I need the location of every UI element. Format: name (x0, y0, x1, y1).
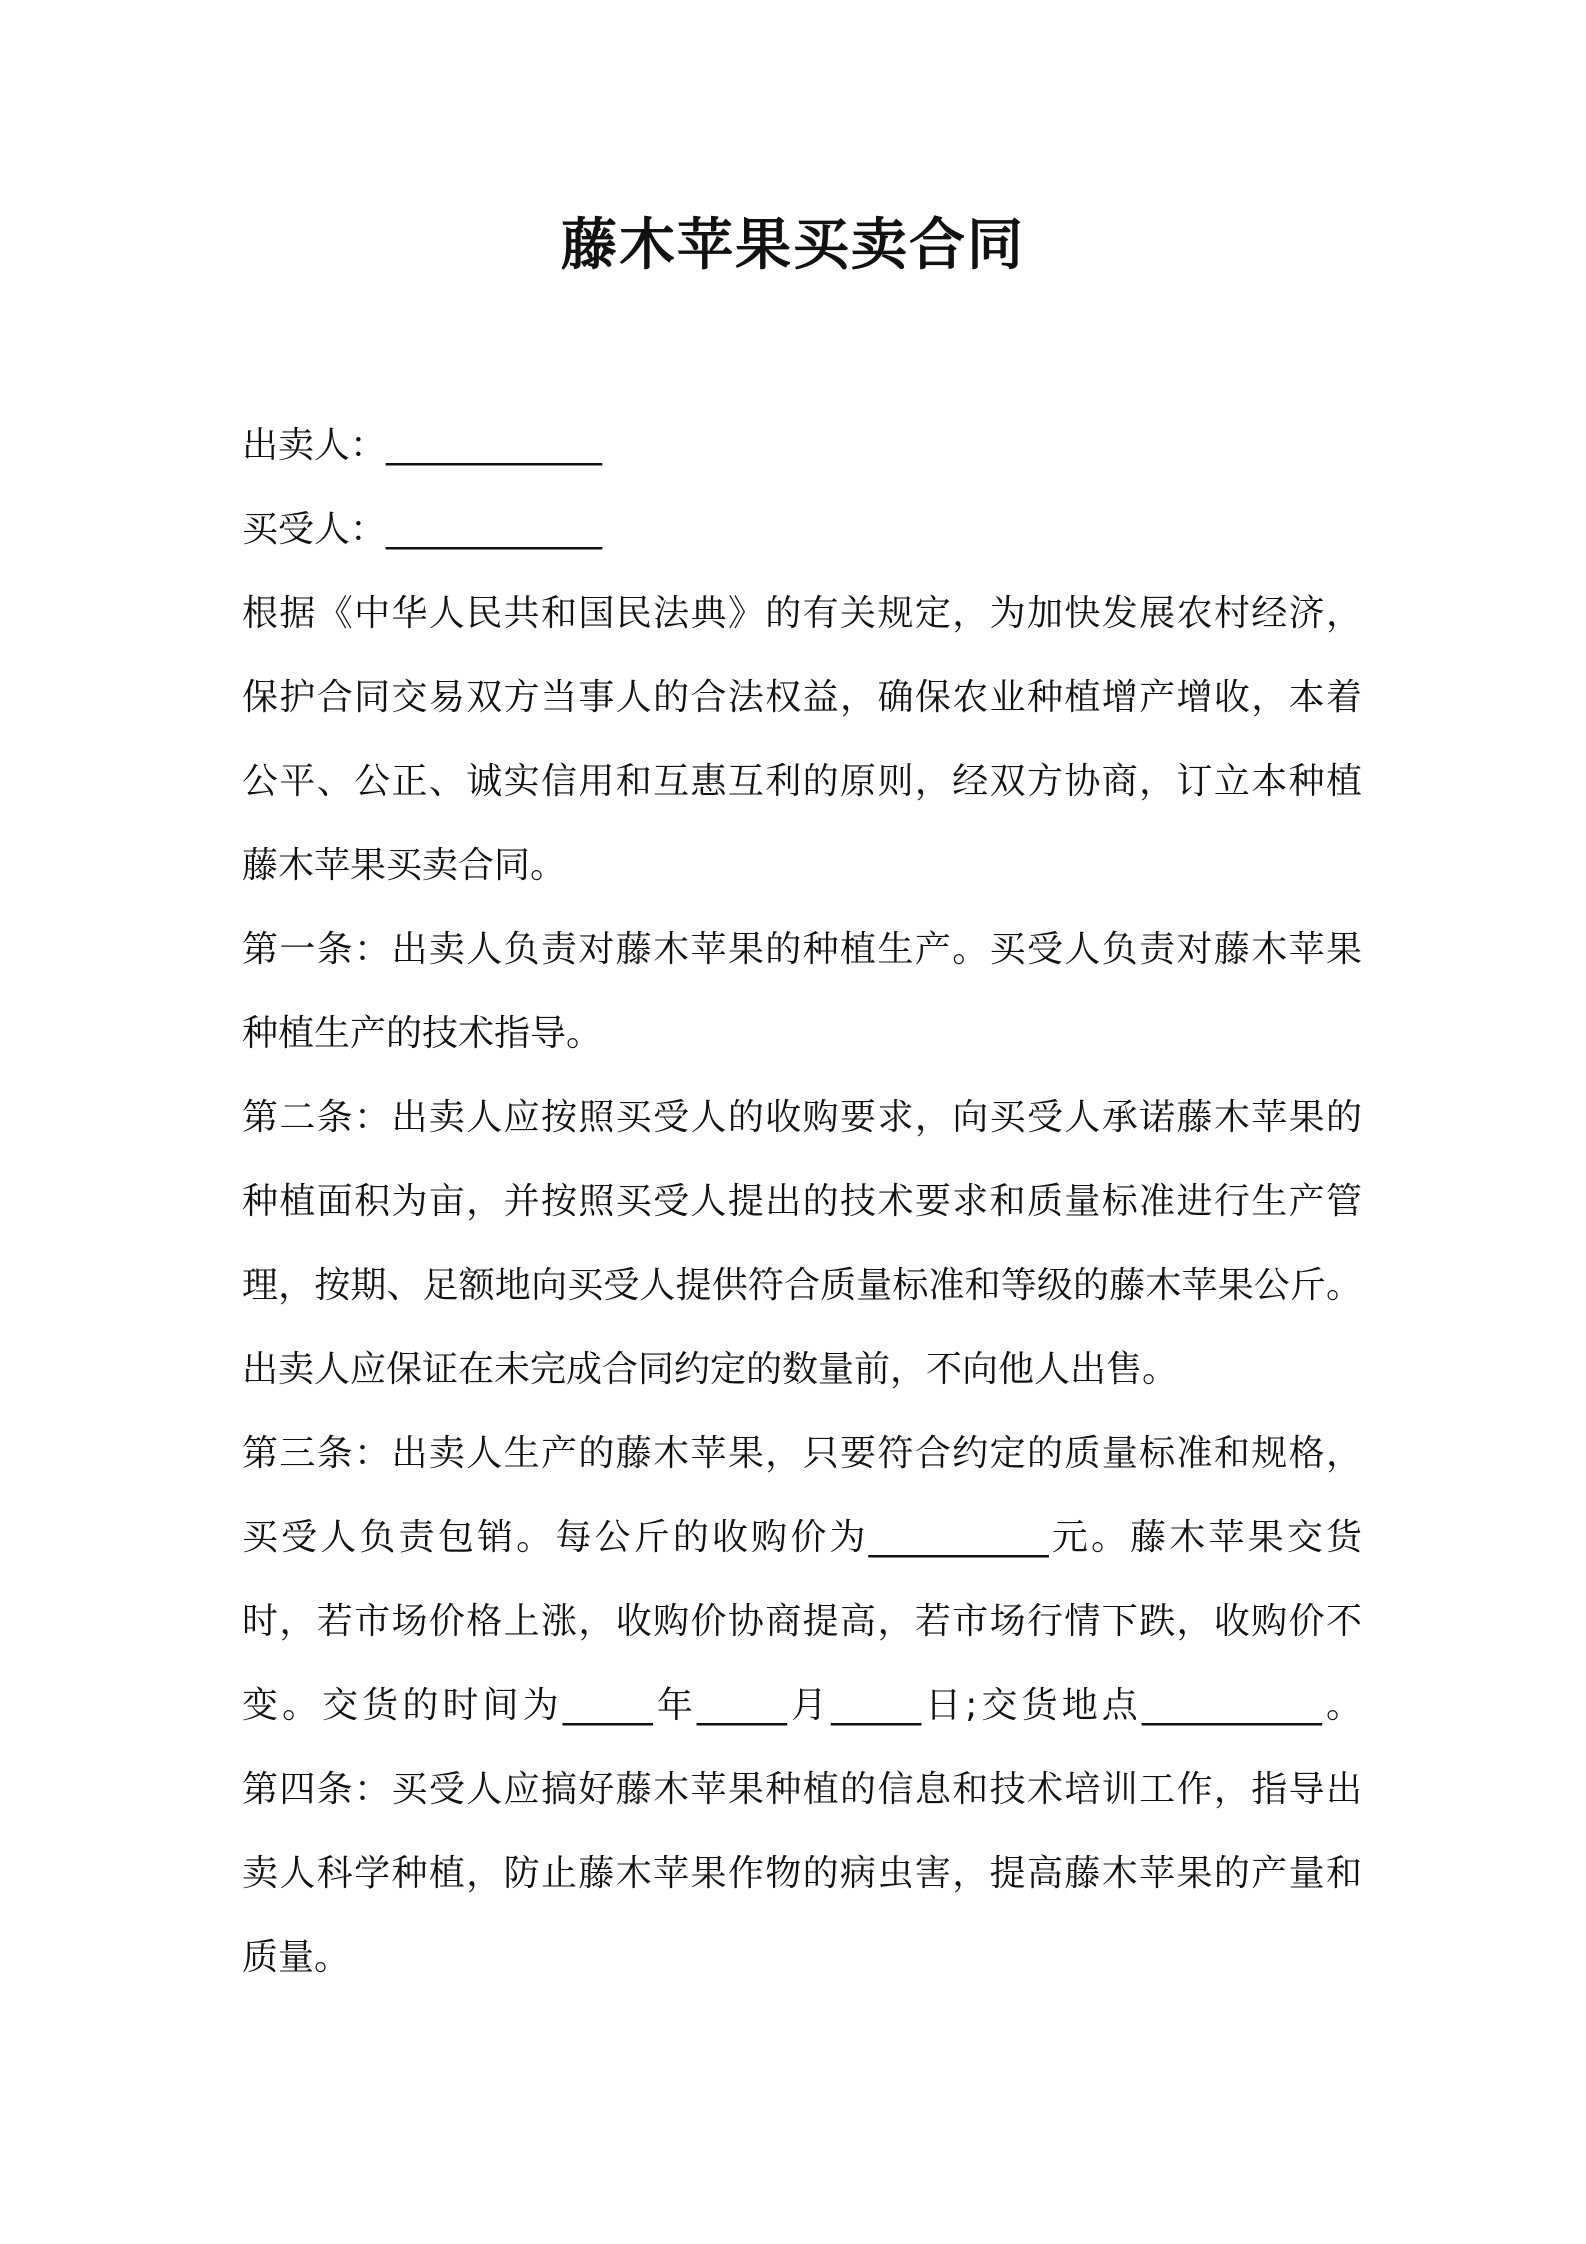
article-4-line-2: 卖人科学种植，防止藤木苹果作物的病虫害，提高藤木苹果的产量和 (242, 1853, 1362, 1894)
article-3-line-1: 第三条：出卖人生产的藤木苹果，只要符合约定的质量标准和规格， (242, 1433, 1362, 1474)
article-1-line-2: 种植生产的技术指导。 (242, 1013, 603, 1054)
article-2-line-3: 理，按期、足额地向买受人提供符合质量标准和等级的藤木苹果公斤。 (242, 1265, 1362, 1306)
buyer-line: 买受人：____________ (242, 509, 603, 550)
article-1-line-1: 第一条：出卖人负责对藤木苹果的种植生产。买受人负责对藤木苹果 (242, 929, 1362, 970)
document-title: 藤木苹果买卖合同 (561, 213, 1025, 278)
article-4-line-1: 第四条：买受人应搞好藤木苹果种植的信息和技术培训工作，指导出 (242, 1769, 1362, 1810)
article-3-line-4: 变。交货的时间为_____年_____月_____日;交货地点__________。 (242, 1685, 1362, 1726)
article-2-line-2: 种植面积为亩，并按照买受人提出的技术要求和质量标准进行生产管 (242, 1181, 1362, 1222)
document-body (242, 404, 1362, 2000)
article-3-line-2: 买受人负责包销。每公斤的收购价为__________元。藤木苹果交货 (242, 1517, 1362, 1558)
preamble-line-2: 保护合同交易双方当事人的合法权益，确保农业种植增产增收，本着 (242, 677, 1362, 718)
article-2-line-1: 第二条：出卖人应按照买受人的收购要求，向买受人承诺藤木苹果的 (242, 1097, 1362, 1138)
preamble-line-1: 根据《中华人民共和国民法典》的有关规定，为加快发展农村经济， (242, 593, 1362, 634)
article-4-line-3: 质量。 (242, 1937, 351, 1978)
article-3-line-3: 时，若市场价格上涨，收购价协商提高，若市场行情下跌，收购价不 (242, 1601, 1362, 1642)
preamble-line-4: 藤木苹果买卖合同。 (242, 845, 567, 886)
preamble-line-3: 公平、公正、诚实信用和互惠互利的原则，经双方协商，订立本种植 (242, 761, 1362, 802)
article-2-line-4: 出卖人应保证在未完成合同约定的数量前，不向他人出售。 (242, 1349, 1179, 1390)
seller-line: 出卖人：____________ (242, 425, 603, 466)
